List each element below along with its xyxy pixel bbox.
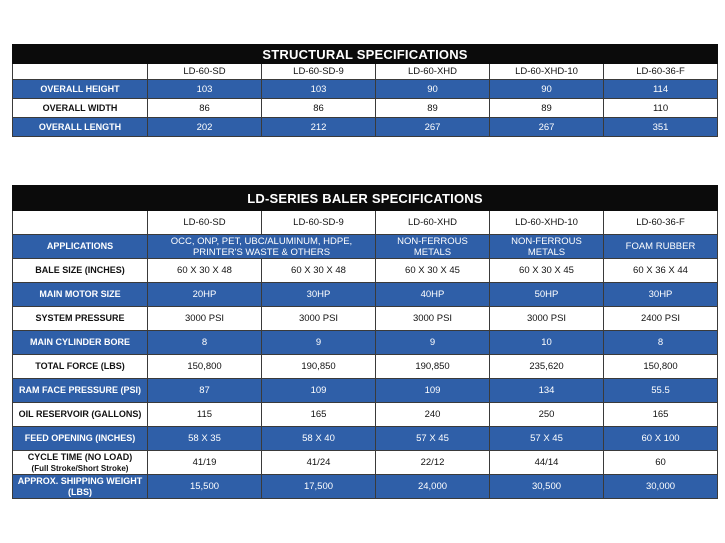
cell-value: 351 <box>604 118 718 137</box>
cell-value: 190,850 <box>262 355 376 379</box>
cell-value: 41/19 <box>148 451 262 475</box>
cell-value: 250 <box>490 403 604 427</box>
cell-value: 58 X 40 <box>262 427 376 451</box>
table-row <box>13 99 718 118</box>
cell-value: 60 X 30 X 48 <box>148 259 262 283</box>
row-label: MAIN CYLINDER BORE <box>13 331 148 355</box>
baler-specifications-table <box>12 185 718 499</box>
table-row <box>13 118 718 137</box>
table-row <box>13 307 718 331</box>
baler-title: LD-SERIES BALER SPECIFICATIONS <box>13 186 718 211</box>
cell-value: 30HP <box>604 283 718 307</box>
cell-value: 3000 PSI <box>262 307 376 331</box>
cell-value: NON-FERROUS METALS <box>376 235 490 259</box>
column-header: LD-60-36-F <box>604 64 718 80</box>
table-row <box>13 283 718 307</box>
cell-value: 109 <box>376 379 490 403</box>
row-label: TOTAL FORCE (LBS) <box>13 355 148 379</box>
cell-value: 202 <box>148 118 262 137</box>
table-row <box>13 379 718 403</box>
cell-value: 90 <box>376 80 490 99</box>
table-row <box>13 259 718 283</box>
table-row <box>13 235 718 259</box>
column-header: LD-60-SD-9 <box>262 64 376 80</box>
row-label-sub: (Full Stroke/Short Stroke) <box>31 463 129 473</box>
row-label: OIL RESERVOIR (GALLONS) <box>13 403 148 427</box>
table-row <box>13 451 718 475</box>
cell-value: 165 <box>262 403 376 427</box>
row-label: OVERALL WIDTH <box>13 99 148 118</box>
column-header: LD-60-SD-9 <box>262 211 376 235</box>
row-label: APPROX. SHIPPING WEIGHT (LBS) <box>13 475 148 499</box>
cell-value: 2400 PSI <box>604 307 718 331</box>
cell-value: 60 X 100 <box>604 427 718 451</box>
cell-value: 103 <box>262 80 376 99</box>
row-label: OVERALL LENGTH <box>13 118 148 137</box>
row-label: MAIN MOTOR SIZE <box>13 283 148 307</box>
table-row <box>13 475 718 499</box>
cell-value: 20HP <box>148 283 262 307</box>
cell-value: 3000 PSI <box>148 307 262 331</box>
table-row <box>13 427 718 451</box>
row-label: SYSTEM PRESSURE <box>13 307 148 331</box>
cell-value: 40HP <box>376 283 490 307</box>
cell-value: 110 <box>604 99 718 118</box>
structural-title: STRUCTURAL SPECIFICATIONS <box>13 45 718 64</box>
cell-value: 8 <box>148 331 262 355</box>
table-row <box>13 403 718 427</box>
row-label <box>13 451 148 475</box>
table-row <box>13 355 718 379</box>
cell-value: 24,000 <box>376 475 490 499</box>
row-label: OVERALL HEIGHT <box>13 80 148 99</box>
cell-value: 15,500 <box>148 475 262 499</box>
cell-value: 267 <box>490 118 604 137</box>
cell-value: 165 <box>604 403 718 427</box>
table-row <box>13 80 718 99</box>
row-label: APPLICATIONS <box>13 235 148 259</box>
cell-value: 58 X 35 <box>148 427 262 451</box>
cell-value: 41/24 <box>262 451 376 475</box>
cell-value: 190,850 <box>376 355 490 379</box>
column-header: LD-60-XHD-10 <box>490 211 604 235</box>
column-header: LD-60-XHD <box>376 64 490 80</box>
cell-value: 3000 PSI <box>376 307 490 331</box>
cell-value: 134 <box>490 379 604 403</box>
header-corner <box>13 64 148 80</box>
cell-value: 90 <box>490 80 604 99</box>
cell-value: 30,000 <box>604 475 718 499</box>
column-header: LD-60-XHD-10 <box>490 64 604 80</box>
cell-value: 3000 PSI <box>490 307 604 331</box>
cell-value: 10 <box>490 331 604 355</box>
cell-value: 114 <box>604 80 718 99</box>
header-corner <box>13 211 148 235</box>
cell-value: 57 X 45 <box>376 427 490 451</box>
cell-value: 86 <box>262 99 376 118</box>
cell-value: 60 X 30 X 45 <box>376 259 490 283</box>
row-label: FEED OPENING (INCHES) <box>13 427 148 451</box>
cell-value: 57 X 45 <box>490 427 604 451</box>
cell-value: 30,500 <box>490 475 604 499</box>
cell-value: 60 X 30 X 48 <box>262 259 376 283</box>
column-header: LD-60-SD <box>148 211 262 235</box>
cell-value: NON-FERROUS METALS <box>490 235 604 259</box>
cell-value: 89 <box>376 99 490 118</box>
cell-value: 89 <box>490 99 604 118</box>
row-label: RAM FACE PRESSURE (PSI) <box>13 379 148 403</box>
cell-value: 86 <box>148 99 262 118</box>
cell-value: 60 X 36 X 44 <box>604 259 718 283</box>
cell-value: 44/14 <box>490 451 604 475</box>
cell-value: 267 <box>376 118 490 137</box>
cell-value: OCC, ONP, PET, UBC/ALUMINUM, HDPE, PRINTER'S WASTE & OTHERS <box>148 235 376 259</box>
column-header: LD-60-36-F <box>604 211 718 235</box>
cell-value: 17,500 <box>262 475 376 499</box>
cell-value: 60 X 30 X 45 <box>490 259 604 283</box>
cell-value: 60 <box>604 451 718 475</box>
cell-value: 9 <box>262 331 376 355</box>
cell-value: 109 <box>262 379 376 403</box>
cell-value: 30HP <box>262 283 376 307</box>
cell-value: 9 <box>376 331 490 355</box>
row-label-main: CYCLE TIME (NO LOAD) <box>27 451 133 462</box>
cell-value: 8 <box>604 331 718 355</box>
cell-value: 212 <box>262 118 376 137</box>
cell-value: FOAM RUBBER <box>604 235 718 259</box>
cell-value: 150,800 <box>148 355 262 379</box>
cell-value: 87 <box>148 379 262 403</box>
cell-value: 103 <box>148 80 262 99</box>
cell-value: 240 <box>376 403 490 427</box>
cell-value: 55.5 <box>604 379 718 403</box>
cell-value: 150,800 <box>604 355 718 379</box>
cell-value: 235,620 <box>490 355 604 379</box>
cell-value: 50HP <box>490 283 604 307</box>
column-header: LD-60-XHD <box>376 211 490 235</box>
row-label: BALE SIZE (INCHES) <box>13 259 148 283</box>
table-row <box>13 331 718 355</box>
column-header: LD-60-SD <box>148 64 262 80</box>
structural-specifications-table <box>12 44 718 137</box>
cell-value: 115 <box>148 403 262 427</box>
cell-value: 22/12 <box>376 451 490 475</box>
